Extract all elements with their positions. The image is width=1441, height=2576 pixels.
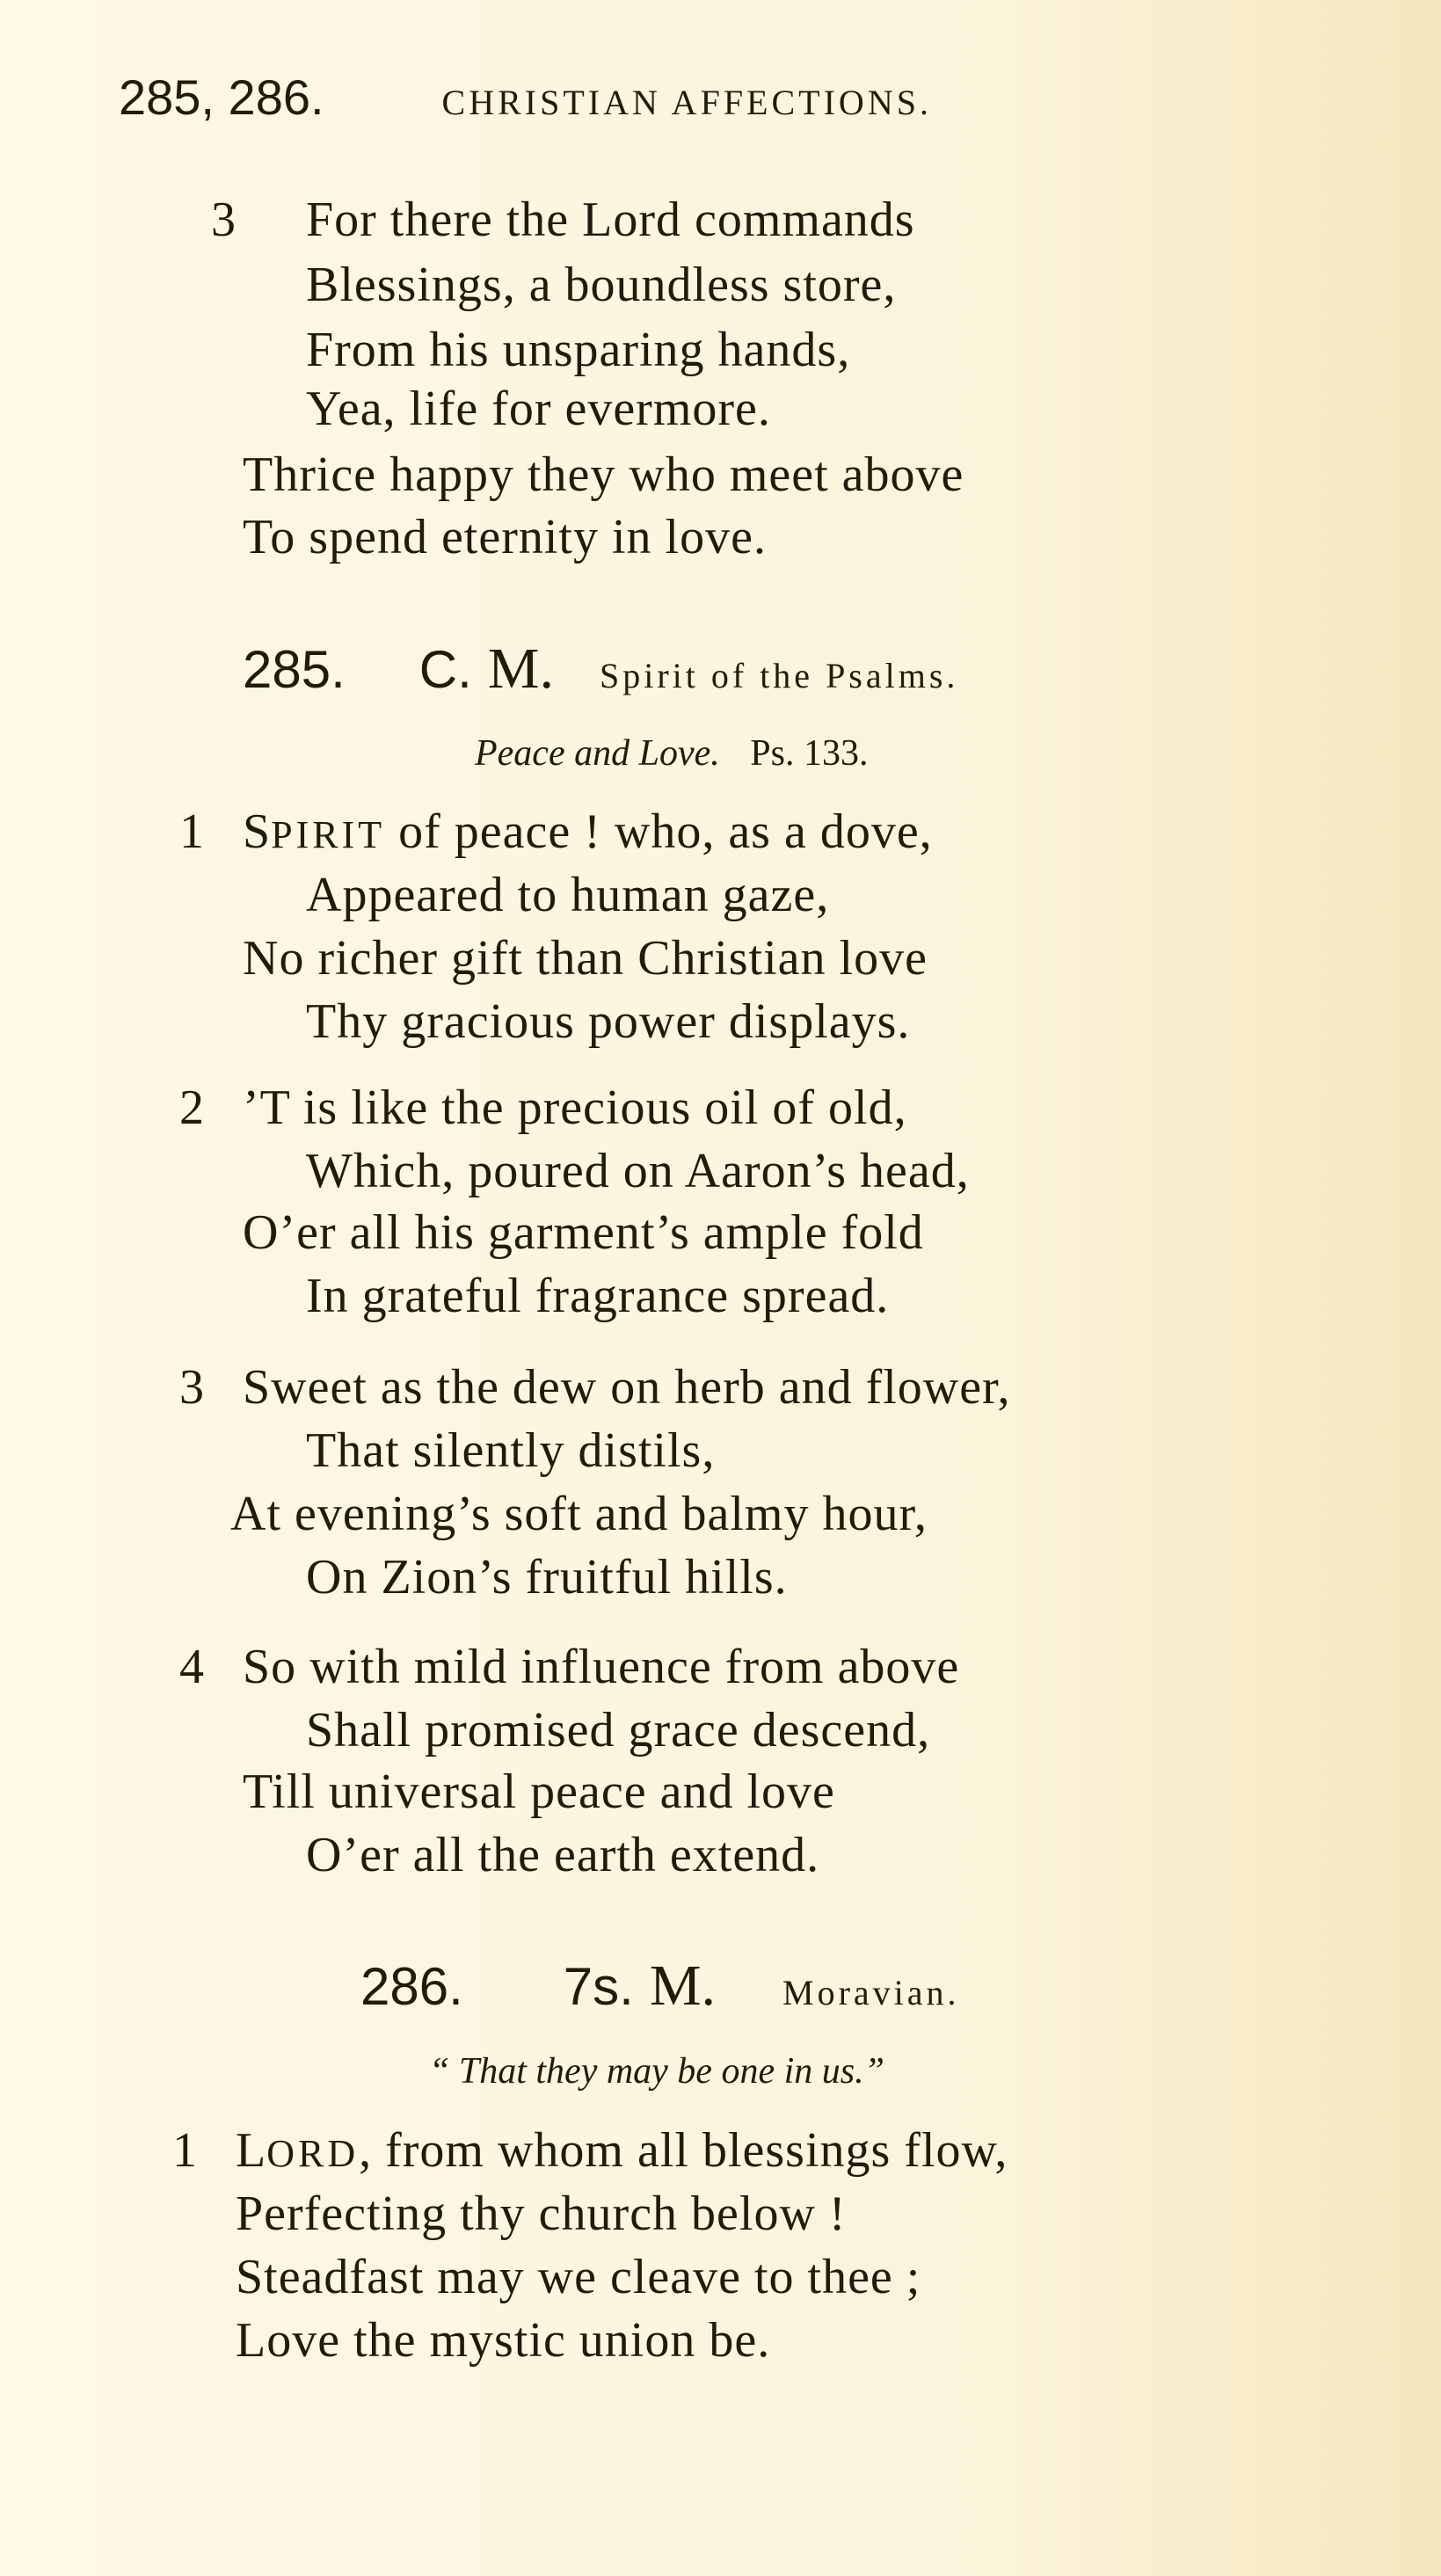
stanza-number: 3 — [179, 1360, 204, 1415]
verse-line: Which, poured on Aaron’s head, — [306, 1144, 970, 1198]
meter-label: C. — [418, 640, 472, 699]
stanza-number: 1 — [179, 804, 204, 859]
verse-line: Steadfast may we cleave to thee ; — [236, 2250, 921, 2304]
verse-line: Thy gracious power displays. — [306, 994, 911, 1049]
verse-line — [243, 804, 933, 859]
small-caps-word: PIRIT — [271, 813, 386, 856]
verse-line: Shall promised grace descend, — [306, 1703, 931, 1757]
verse-line — [236, 2123, 1008, 2178]
meter-label: 7s. — [563, 1957, 634, 2016]
verse-line: To spend eternity in love. — [243, 510, 767, 564]
stanza-number: 3 — [211, 193, 236, 247]
verse-line: O’er all his garment’s ample fold — [243, 1205, 924, 1260]
verse-line: O’er all the earth extend. — [306, 1828, 820, 1882]
stanza-number: 2 — [179, 1081, 204, 1135]
subtitle-text: Peace and Love. — [475, 733, 720, 774]
verse-line: Perfecting thy church below ! — [236, 2187, 847, 2241]
verse-line: No richer gift than Christian love — [243, 931, 928, 986]
verse-line: In grateful fragrance spread. — [306, 1269, 890, 1323]
hymn-number: 286. — [360, 1957, 463, 2016]
hymn-heading — [360, 1954, 960, 2018]
line-text: , from whom all blessings flow, — [359, 2123, 1008, 2178]
hymn-source: Moravian. — [782, 1973, 960, 2012]
verse-line: So with mild influence from above — [243, 1640, 960, 1694]
stanza-number: 4 — [179, 1640, 204, 1694]
verse-line: Appeared to human gaze, — [306, 868, 830, 922]
verse-line: On Zion’s fruitful hills. — [306, 1550, 788, 1605]
page-header — [119, 69, 932, 126]
verse-line: Thrice happy they who meet above — [243, 448, 964, 502]
verse-line: ’T is like the precious oil of old, — [243, 1081, 907, 1135]
page-numbers: 285, 286. — [119, 69, 324, 125]
scripture-reference: Ps. 133. — [750, 733, 869, 774]
small-caps-word: ORD — [266, 2132, 360, 2175]
verse-line: Till universal peace and love — [243, 1765, 835, 1819]
verse-line: Yea, life for evermore. — [306, 382, 771, 436]
hymn-heading — [243, 637, 959, 701]
subtitle-text: “ That they may be one in us.” — [429, 2051, 884, 2092]
meter-label: M. — [487, 637, 554, 701]
hymn-source: Spirit of the Psalms. — [599, 656, 959, 695]
hymn-subtitle — [429, 2053, 884, 2090]
verse-line: Love the mystic union be. — [236, 2313, 771, 2368]
verse-line: Blessings, a boundless store, — [306, 258, 897, 312]
verse-line: Sweet as the dew on herb and flower, — [243, 1360, 1011, 1415]
line-text: of peace ! who, as a dove, — [385, 804, 933, 859]
running-title: CHRISTIAN AFFECTIONS. — [441, 83, 932, 122]
verse-line: At evening’s soft and balmy hour, — [230, 1487, 928, 1541]
hymn-subtitle — [475, 735, 868, 772]
drop-letter: S — [243, 804, 272, 859]
drop-letter: L — [236, 2123, 267, 2178]
verse-line: From his unsparing hands, — [306, 323, 851, 377]
meter-label: M. — [649, 1954, 717, 2018]
hymn-number: 285. — [243, 640, 346, 699]
verse-line: For there the Lord commands — [306, 193, 915, 247]
verse-line: That silently distils, — [306, 1423, 716, 1478]
stanza-number: 1 — [172, 2123, 197, 2178]
